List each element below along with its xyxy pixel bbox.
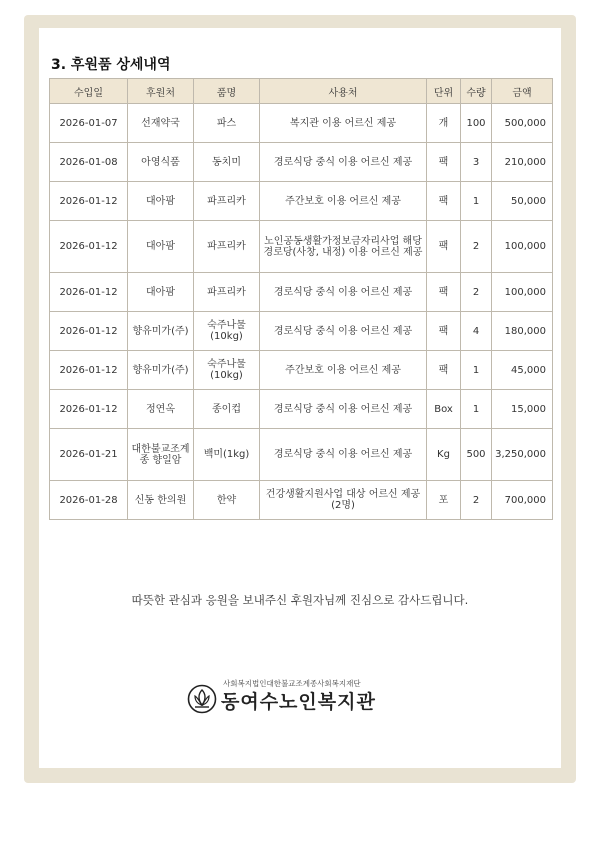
section-title: 3. 후원품 상세내역	[51, 57, 171, 73]
cell-date: 2026-01-07	[50, 104, 128, 143]
cell-qty: 1	[461, 390, 492, 429]
header-qty: 수량	[461, 79, 492, 104]
cell-donor: 대아팜	[128, 182, 194, 221]
cell-donor: 향유미가(주)	[128, 351, 194, 390]
logo-name: 동여수노인복지관	[221, 691, 376, 713]
header-item: 품명	[194, 79, 260, 104]
cell-date: 2026-01-21	[50, 429, 128, 481]
cell-unit: 팩	[427, 182, 461, 221]
thanks-message: 따뜻한 관심과 응원을 보내주신 후원자님께 진심으로 감사드립니다.	[131, 593, 469, 607]
cell-qty: 2	[461, 481, 492, 520]
cell-item: 파프리카	[194, 273, 260, 312]
lotus-icon	[187, 684, 217, 714]
table-row	[50, 390, 553, 429]
cell-usage: 건강생활지원사업 대상 어르신 제공(2명)	[260, 481, 427, 520]
cell-usage: 경로식당 중식 이용 어르신 제공	[260, 143, 427, 182]
cell-amount: 15,000	[492, 390, 553, 429]
organization-logo	[187, 678, 417, 718]
cell-amount: 700,000	[492, 481, 553, 520]
cell-unit: 팩	[427, 143, 461, 182]
cell-unit: 팩	[427, 221, 461, 273]
cell-unit: 포	[427, 481, 461, 520]
table-row	[50, 481, 553, 520]
cell-qty: 500	[461, 429, 492, 481]
cell-item: 파스	[194, 104, 260, 143]
cell-item: 한약	[194, 481, 260, 520]
cell-usage: 경로식당 중식 이용 어르신 제공	[260, 273, 427, 312]
header-usage: 사용처	[260, 79, 427, 104]
cell-donor: 정연옥	[128, 390, 194, 429]
cell-usage: 복지관 이용 어르신 제공	[260, 104, 427, 143]
table-row	[50, 143, 553, 182]
header-unit: 단위	[427, 79, 461, 104]
cell-item: 동치미	[194, 143, 260, 182]
cell-amount: 210,000	[492, 143, 553, 182]
cell-amount: 500,000	[492, 104, 553, 143]
table-header-row	[50, 79, 553, 104]
cell-qty: 1	[461, 351, 492, 390]
cell-qty: 4	[461, 312, 492, 351]
cell-donor: 아영식품	[128, 143, 194, 182]
cell-date: 2026-01-12	[50, 182, 128, 221]
document-sheet	[39, 28, 561, 768]
cell-amount: 45,000	[492, 351, 553, 390]
cell-unit: 팩	[427, 312, 461, 351]
cell-item: 숙주나물(10kg)	[194, 312, 260, 351]
table-row	[50, 182, 553, 221]
cell-donor: 향유미가(주)	[128, 312, 194, 351]
table-row	[50, 429, 553, 481]
cell-usage: 경로식당 중식 이용 어르신 제공	[260, 390, 427, 429]
cell-amount: 100,000	[492, 273, 553, 312]
cell-usage: 경로식당 중식 이용 어르신 제공	[260, 429, 427, 481]
cell-unit: 팩	[427, 351, 461, 390]
cell-date: 2026-01-08	[50, 143, 128, 182]
header-date: 수입일	[50, 79, 128, 104]
cell-donor: 선재약국	[128, 104, 194, 143]
cell-date: 2026-01-28	[50, 481, 128, 520]
cell-usage: 주간보호 이용 어르신 제공	[260, 182, 427, 221]
cell-qty: 1	[461, 182, 492, 221]
table-row	[50, 351, 553, 390]
cell-donor: 신동 한의원	[128, 481, 194, 520]
header-amount: 금액	[492, 79, 553, 104]
cell-donor: 대한불교조계종 향일암	[128, 429, 194, 481]
cell-date: 2026-01-12	[50, 273, 128, 312]
cell-amount: 100,000	[492, 221, 553, 273]
cell-date: 2026-01-12	[50, 390, 128, 429]
cell-unit: Kg	[427, 429, 461, 481]
cell-qty: 100	[461, 104, 492, 143]
cell-qty: 2	[461, 273, 492, 312]
donation-table	[49, 78, 553, 520]
table-row	[50, 273, 553, 312]
cell-amount: 3,250,000	[492, 429, 553, 481]
table-row	[50, 104, 553, 143]
cell-usage: 경로식당 중식 이용 어르신 제공	[260, 312, 427, 351]
cell-date: 2026-01-12	[50, 221, 128, 273]
cell-item: 종이컵	[194, 390, 260, 429]
cell-unit: 팩	[427, 273, 461, 312]
cell-date: 2026-01-12	[50, 351, 128, 390]
cell-qty: 3	[461, 143, 492, 182]
cell-qty: 2	[461, 221, 492, 273]
cell-amount: 50,000	[492, 182, 553, 221]
table-row	[50, 312, 553, 351]
cell-usage: 주간보호 이용 어르신 제공	[260, 351, 427, 390]
cell-item: 파프리카	[194, 182, 260, 221]
cell-unit: 개	[427, 104, 461, 143]
logo-subtitle: 사회복지법인대한불교조계종사회복지재단	[223, 679, 361, 688]
header-donor: 후원처	[128, 79, 194, 104]
cell-donor: 대아팜	[128, 221, 194, 273]
cell-usage: 노인공동생활가정보금자리사업 해당 경로당(사창, 내정) 이용 어르신 제공	[260, 221, 427, 273]
cell-amount: 180,000	[492, 312, 553, 351]
cell-donor: 대아팜	[128, 273, 194, 312]
table-row	[50, 221, 553, 273]
cell-item: 백미(1kg)	[194, 429, 260, 481]
cell-item: 파프리카	[194, 221, 260, 273]
cell-unit: Box	[427, 390, 461, 429]
cell-date: 2026-01-12	[50, 312, 128, 351]
cell-item: 숙주나물(10kg)	[194, 351, 260, 390]
